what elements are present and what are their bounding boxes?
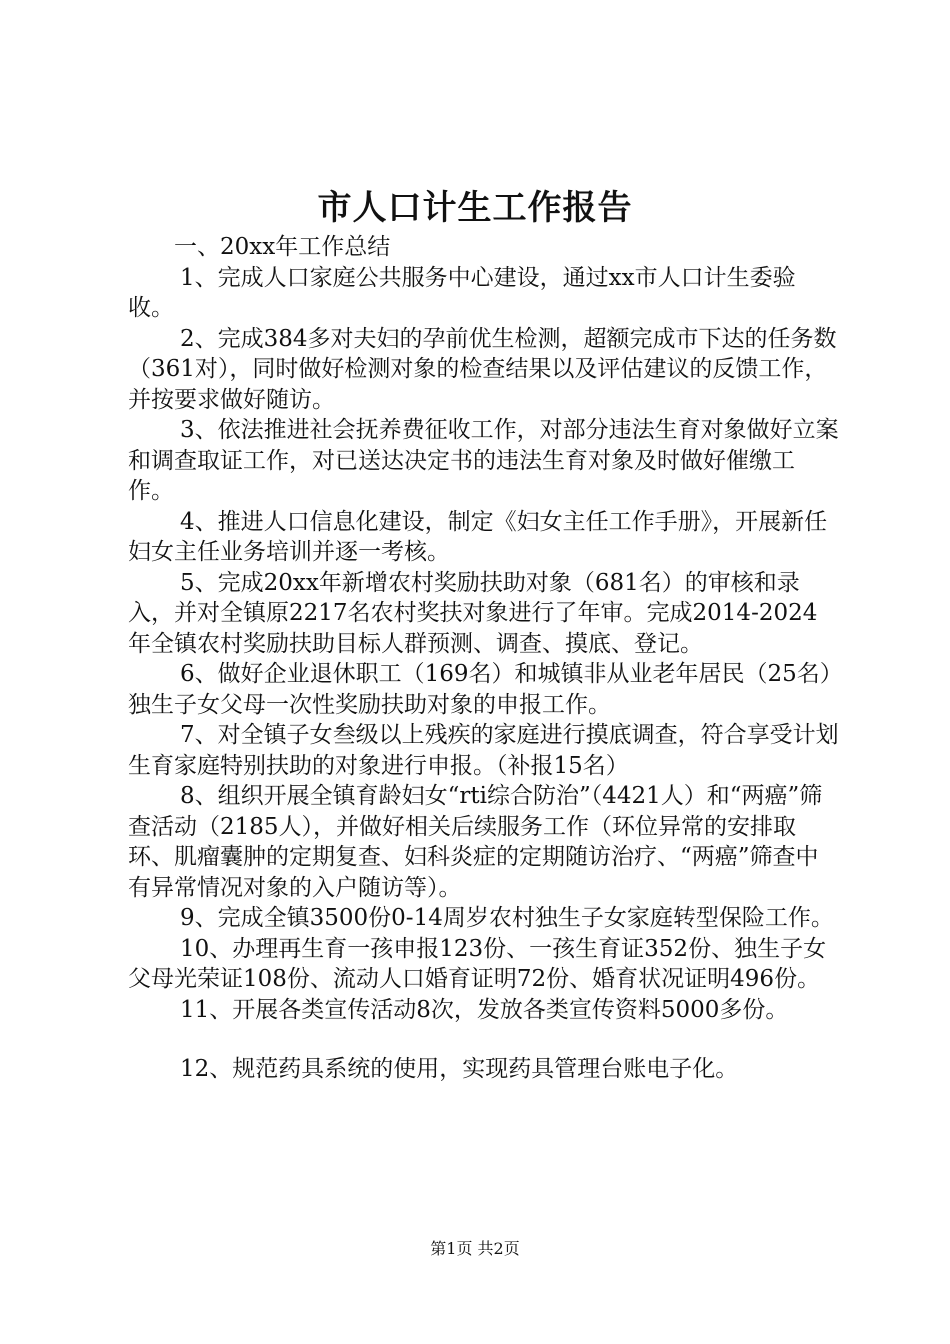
document-title: 市人口计生工作报告 [317,188,633,228]
paragraph-2: 2、完成384多对夫妇的孕前优生检测，超额完成市下达的任务数（361对），同时做好检测对象的检查结果以及评估建议的反馈工作，并按要求做好随访。 [128,325,837,413]
paragraph-6: 6、做好企业退休职工（169名）和城镇非从业老年居民（25名）独生子女父母一次性奖励扶助对象的申报工作。 [128,661,832,718]
document-body [128,232,840,1085]
paragraph-5: 5、完成20xx年新增农村奖励扶助对象（681名）的审核和录入，并对全镇原2217名农村奖扶对象进行了年审。完成2014-2024年全镇农村奖励扶助目标人群预测、调查、摸底、登记。 [128,569,818,657]
section-heading: 一、20xx年工作总结 [174,234,391,260]
paragraph-1: 1、完成人口家庭公共服务中心建设，通过xx市人口计生委验收。 [128,264,796,321]
paragraph-12: 12、规范药具系统的使用，实现药具管理台账电子化。 [180,1056,739,1082]
paragraph-10: 10、办理再生育一孩申报123份、一孩生育证352份、独生子女父母光荣证108份、流动人口婚育证明72份、婚育状况证明496份。 [128,935,827,992]
paragraph-3: 3、依法推进社会抚养费征收工作，对部分违法生育对象做好立案和调查取证工作，对已送达决定书的违法生育对象及时做好催缴工作。 [128,417,839,504]
paragraph-7: 7、对全镇子女叁级以上残疾的家庭进行摸底调查，符合享受计划生育家庭特别扶助的对象进行申报。（补报15名） [128,722,839,779]
paragraph-4: 4、推进人口信息化建设，制定《妇女主任工作手册》，开展新任妇女主任业务培训并逐一考核。 [128,508,828,565]
paragraph-8: 8、组织开展全镇育龄妇女“rti综合防治”（4421人）和“两癌”筛查活动（2185人），并做好相关后续服务工作（环位异常的安排取环、肌瘤囊肿的定期复查、妇科炎症的定期随访治疗、“两癌”筛查中有异常情况对象的入户随访等）。 [128,783,823,901]
paragraph-11: 11、开展各类宣传活动8次，发放各类宣传资料5000多份。 [180,996,789,1023]
page-footer: 第1页 共2页 [430,1239,520,1258]
paragraph-9: 9、完成全镇3500份0-14周岁农村独生子女家庭转型保险工作。 [180,905,834,931]
